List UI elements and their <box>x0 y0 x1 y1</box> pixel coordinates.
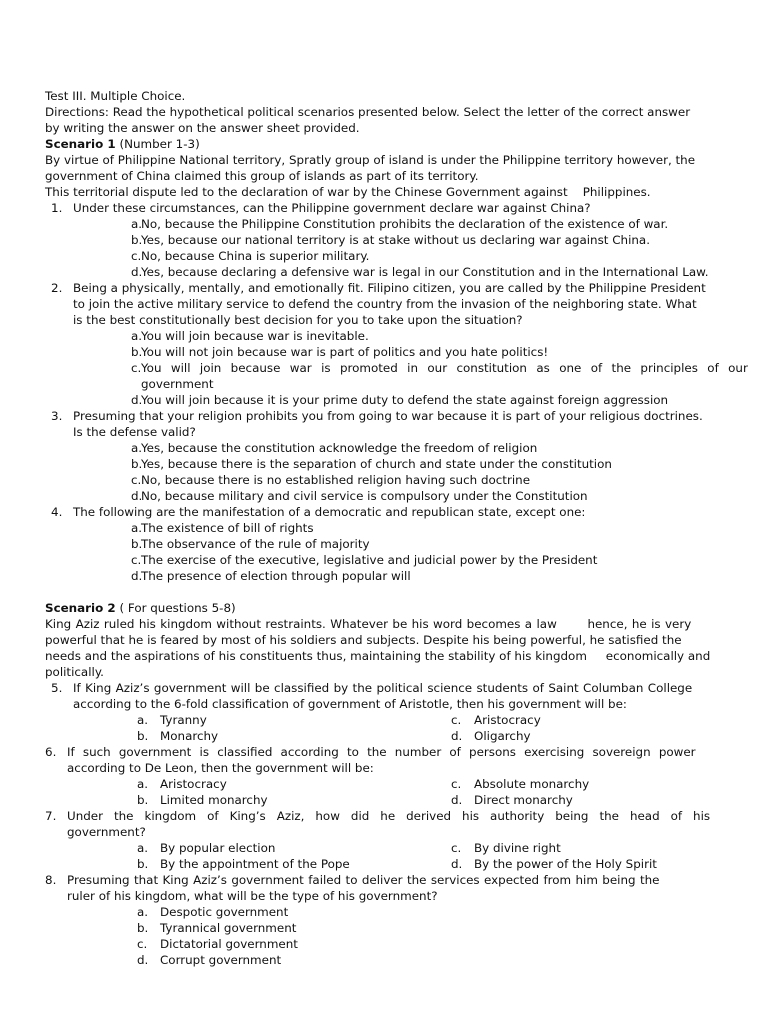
option-letter: a. <box>131 441 143 455</box>
question-2-option-b <box>113 344 723 360</box>
question-6-number: 6. <box>45 745 57 759</box>
option-text: Tyrannical government <box>160 921 297 935</box>
question-6-options-row-2 <box>45 792 723 808</box>
option-letter: b. <box>137 857 149 871</box>
section-spacer <box>45 584 723 600</box>
option-letter: a. <box>131 217 143 231</box>
scenario-1-heading <box>45 136 723 152</box>
option-text: By divine right <box>474 841 561 855</box>
option-letter: b. <box>131 345 143 359</box>
option-letter: c. <box>131 473 142 487</box>
option-letter: d. <box>131 393 143 407</box>
option-letter: a. <box>131 329 143 343</box>
option-text: You will join because war is promoted in our constitution as one of the principles of our <box>141 361 748 375</box>
option-text: The presence of election through popular will <box>141 569 411 583</box>
option-text: By the power of the Holy Spirit <box>474 857 657 871</box>
option-text: By popular election <box>160 841 276 855</box>
option-letter: c. <box>131 361 142 375</box>
question-1-options <box>73 216 723 280</box>
option-letter: b. <box>131 457 143 471</box>
question-5-number: 5. <box>51 681 63 695</box>
document-page <box>45 88 748 968</box>
option-letter: a. <box>137 713 149 727</box>
option-letter: d. <box>137 953 149 967</box>
question-5-options-row-1 <box>45 712 723 728</box>
option-text: The exercise of the executive, legislative and judicial power by the President <box>141 553 598 567</box>
option-text: Monarchy <box>160 729 219 743</box>
option-text: Dictatorial government <box>160 937 298 951</box>
question-4-option-b <box>113 536 723 552</box>
question-6-options-row-1 <box>45 776 723 792</box>
question-4-options <box>73 520 723 584</box>
option-text: You will join because war is inevitable. <box>141 329 369 343</box>
question-3-stem-line-1: Presuming that your religion prohibits you from going to war because it is part of your religious doctrines. <box>73 409 703 423</box>
question-1-option-b <box>113 232 723 248</box>
option-letter: d. <box>131 265 143 279</box>
question-7-stem-line-2: government? <box>67 825 146 839</box>
option-text: Aristocracy <box>160 777 227 791</box>
option-text: Corrupt government <box>160 953 282 967</box>
question-7 <box>45 808 723 840</box>
option-letter: d. <box>131 489 143 503</box>
question-8-stem-line-2: ruler of his kingdom, what will be the type of his government? <box>67 889 438 903</box>
question-3-option-c <box>113 472 723 488</box>
question-4-stem: The following are the manifestation of a democratic and republican state, except one: <box>73 505 586 519</box>
question-8-options <box>45 904 723 968</box>
option-text: Limited monarchy <box>160 793 268 807</box>
question-2-stem-line-1: Being a physically, mentally, and emotionally fit. Filipino citizen, you are called by the Philippine President <box>73 281 706 295</box>
option-text: Despotic government <box>160 905 289 919</box>
question-3 <box>45 408 723 504</box>
question-5 <box>45 680 723 712</box>
scenario-1-paragraph-line-2: government of China claimed this group of islands as part of its territory. <box>45 169 479 183</box>
option-text: Tyranny <box>160 713 207 727</box>
question-2-option-a <box>113 328 723 344</box>
option-letter: d. <box>451 729 463 743</box>
scenario-1-paragraph-line-3: This territorial dispute led to the declaration of war by the Chinese Government against Philippines. <box>45 185 651 199</box>
question-5-stem-line-2: according to the 6-fold classification of government of Aristotle, then his government will be: <box>73 697 627 711</box>
option-letter: b. <box>131 233 143 247</box>
scenario-1-range: (Number 1-3) <box>115 137 200 151</box>
question-8-option-b <box>137 920 723 936</box>
option-text: You will join because it is your prime duty to defend the state against foreign aggression <box>141 393 669 407</box>
option-text: No, because there is no established religion having such doctrine <box>141 473 531 487</box>
question-1-option-a <box>113 216 723 232</box>
question-7-options-row-2 <box>45 856 723 872</box>
question-4 <box>45 504 723 584</box>
option-text: Yes, because our national territory is at stake without us declaring war against China. <box>141 233 650 247</box>
scenario-1-label: Scenario 1 <box>45 137 116 151</box>
question-3-options <box>73 440 723 504</box>
option-text: No, because the Philippine Constitution prohibits the declaration of the existence of war. <box>141 217 669 231</box>
scenario-2-label: Scenario 2 <box>45 601 116 615</box>
question-6-stem-line-2: according to De Leon, then the government will be: <box>67 761 374 775</box>
option-text: Yes, because declaring a defensive war is legal in our Constitution and in the International Law. <box>141 265 709 279</box>
question-1 <box>45 200 723 280</box>
directions-line-2: by writing the answer on the answer sheet provided. <box>45 121 360 135</box>
option-text: Absolute monarchy <box>474 777 590 791</box>
option-text: The observance of the rule of majority <box>141 537 370 551</box>
scenario-2-paragraph-line-3: needs and the aspirations of his constituents thus, maintaining the stability of his kingdom economically and <box>45 649 711 663</box>
option-text: You will not join because war is part of politics and you hate politics! <box>141 345 549 359</box>
question-7-options-row-1 <box>45 840 723 856</box>
option-letter: c. <box>131 553 142 567</box>
question-6 <box>45 744 723 776</box>
option-letter: b. <box>131 537 143 551</box>
option-text-continued: government <box>141 377 214 391</box>
option-letter: b. <box>137 921 149 935</box>
scenario-2-paragraph-line-1: King Aziz ruled his kingdom without restraints. Whatever be his word becomes a law hence, he is very <box>45 617 692 631</box>
question-8-stem-line-1: Presuming that King Aziz’s government failed to deliver the services expected from him being the <box>67 873 660 887</box>
scenario-2-heading <box>45 600 723 616</box>
option-letter: d. <box>131 569 143 583</box>
option-letter: b. <box>137 793 149 807</box>
option-letter: c. <box>131 249 142 263</box>
option-text: Oligarchy <box>474 729 531 743</box>
option-letter: a. <box>137 905 149 919</box>
question-8-number: 8. <box>45 873 57 887</box>
option-text: By the appointment of the Pope <box>160 857 350 871</box>
question-2-stem-line-3: is the best constitutionally best decision for you to take upon the situation? <box>73 313 523 327</box>
question-7-stem-line-1: Under the kingdom of King’s Aziz, how did he derived his authority being the head of his <box>67 809 711 823</box>
question-4-option-c <box>113 552 723 568</box>
option-letter: c. <box>451 713 462 727</box>
question-6-stem-line-1: If such government is classified according to the number of persons exercising sovereign power <box>67 745 696 759</box>
question-3-option-d <box>113 488 723 504</box>
question-8-option-a <box>137 904 723 920</box>
option-text: No, because China is superior military. <box>141 249 370 263</box>
scenario-1-paragraph-line-1: By virtue of Philippine National territory, Spratly group of island is under the Philippine territory however, the <box>45 153 696 167</box>
option-text: Direct monarchy <box>474 793 573 807</box>
question-4-option-a <box>113 520 723 536</box>
question-8-option-c <box>137 936 723 952</box>
question-2-number: 2. <box>51 281 63 295</box>
scenario-2-range: ( For questions 5-8) <box>115 601 236 615</box>
option-letter: c. <box>137 937 148 951</box>
option-letter: a. <box>137 777 149 791</box>
option-letter: b. <box>137 729 149 743</box>
question-2-stem-line-2: to join the active military service to defend the country from the invasion of the neighboring state. What <box>73 297 697 311</box>
question-2-options <box>73 328 748 408</box>
scenario-2-paragraph-line-2: powerful that he is feared by most of his soldiers and subjects. Despite his being powerful, he satisfied the <box>45 633 682 647</box>
question-3-option-a <box>113 440 723 456</box>
question-8 <box>45 872 723 904</box>
question-2 <box>45 280 748 408</box>
option-text: The existence of bill of rights <box>141 521 314 535</box>
option-text: No, because military and civil service is compulsory under the Constitution <box>141 489 588 503</box>
question-4-option-d <box>113 568 723 584</box>
question-2-option-c <box>113 360 748 392</box>
question-1-option-c <box>113 248 723 264</box>
directions-line-1: Directions: Read the hypothetical political scenarios presented below. Select the letter of the correct answer <box>45 105 691 119</box>
option-letter: a. <box>137 841 149 855</box>
option-letter: a. <box>131 521 143 535</box>
option-text: Yes, because the constitution acknowledge the freedom of religion <box>141 441 538 455</box>
question-8-option-d <box>137 952 723 968</box>
question-3-stem-line-2: Is the defense valid? <box>73 425 196 439</box>
question-5-stem-line-1: If King Aziz’s government will be classified by the political science students of Saint Columban College <box>73 681 693 695</box>
option-letter: c. <box>451 841 462 855</box>
question-3-option-b <box>113 456 723 472</box>
question-5-options-row-2 <box>45 728 723 744</box>
test-title: Test III. Multiple Choice. <box>45 89 186 103</box>
question-2-option-d <box>113 392 723 408</box>
option-letter: d. <box>451 857 463 871</box>
question-1-option-d <box>113 264 723 280</box>
question-1-number: 1. <box>51 201 63 215</box>
question-7-number: 7. <box>45 809 57 823</box>
question-3-number: 3. <box>51 409 63 423</box>
option-letter: c. <box>451 777 462 791</box>
option-text: Yes, because there is the separation of church and state under the constitution <box>141 457 612 471</box>
question-1-stem: Under these circumstances, can the Philippine government declare war against China? <box>73 201 591 215</box>
scenario-2-paragraph-line-4: politically. <box>45 665 104 679</box>
option-letter: d. <box>451 793 463 807</box>
option-text: Aristocracy <box>474 713 541 727</box>
question-4-number: 4. <box>51 505 63 519</box>
